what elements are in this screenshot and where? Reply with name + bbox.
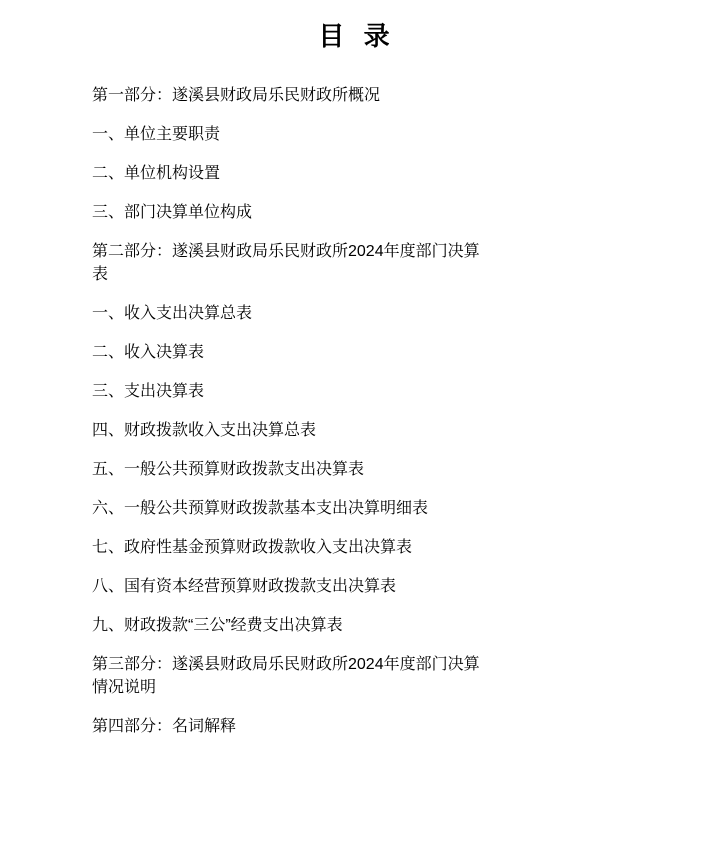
toc-item-line: 三、支出决算表 xyxy=(92,383,205,400)
toc-heading-line: 第二部分：遂溪县财政局乐民财政所2024年度部门决算 xyxy=(92,243,480,260)
table-of-contents xyxy=(92,82,652,736)
toc-item-line: 一、收入支出决算总表 xyxy=(92,305,253,322)
toc-item-line: 五、一般公共预算财政拨款支出决算表 xyxy=(92,461,365,478)
toc-heading-line: 第一部分：遂溪县财政局乐民财政所概况 xyxy=(92,87,381,104)
toc-heading-line: 表 xyxy=(92,266,109,283)
toc-item-line: 六、一般公共预算财政拨款基本支出决算明细表 xyxy=(92,500,429,517)
toc-item-line: 三、部门决算单位构成 xyxy=(92,204,253,221)
toc-heading-line: 第三部分：遂溪县财政局乐民财政所2024年度部门决算 xyxy=(92,656,480,673)
toc-item-line: 九、财政拨款“三公”经费支出决算表 xyxy=(92,617,343,634)
toc-item-line: 一、单位主要职责 xyxy=(92,126,221,143)
toc-item-line: 二、收入决算表 xyxy=(92,344,205,361)
toc-heading-line: 情况说明 xyxy=(92,679,157,696)
toc-heading-line: 第四部分：名词解释 xyxy=(92,718,237,735)
page-title: 目 录 xyxy=(318,21,392,51)
toc-item-line: 二、单位机构设置 xyxy=(92,165,221,182)
toc-item-line: 七、政府性基金预算财政拨款收入支出决算表 xyxy=(92,539,413,556)
toc-item-line: 八、国有资本经营预算财政拨款支出决算表 xyxy=(92,578,397,595)
toc-item-line: 四、财政拨款收入支出决算总表 xyxy=(92,422,317,439)
